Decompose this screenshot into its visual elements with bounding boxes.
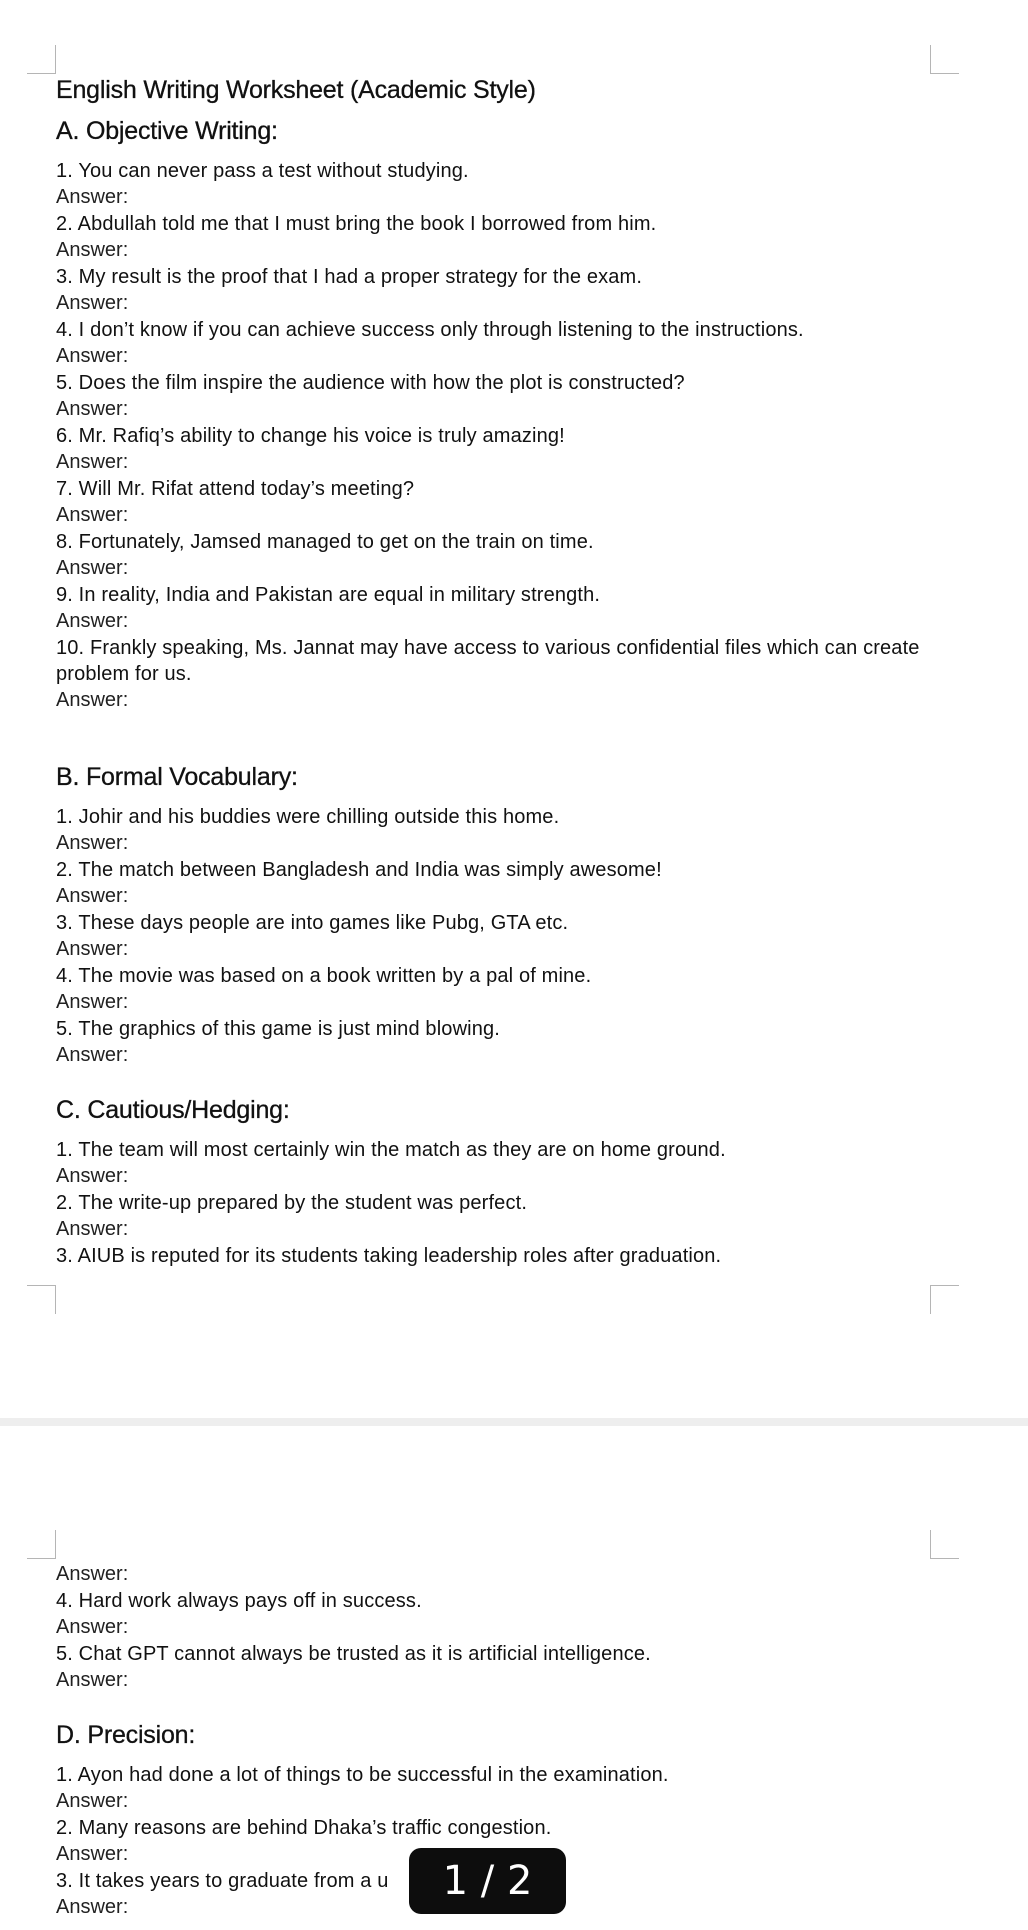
answer-label: Answer:	[56, 1044, 129, 1066]
answer-label: Answer:	[56, 885, 129, 907]
answer-label: Answer:	[56, 938, 129, 960]
answer-label: Answer:	[56, 1790, 129, 1812]
question-item: 7. Will Mr. Rifat attend today’s meeting?	[56, 478, 415, 500]
question-item: 3. My result is the proof that I had a proper strategy for the exam.	[56, 266, 643, 288]
page-corner-mark	[27, 45, 56, 74]
answer-label: Answer:	[56, 1218, 129, 1240]
page-corner-mark	[27, 1285, 56, 1314]
answer-label: Answer:	[56, 292, 129, 314]
answer-label: Answer:	[56, 1563, 129, 1585]
question-item: 6. Mr. Rafiq’s ability to change his voice is truly amazing!	[56, 425, 565, 447]
question-item: 1. You can never pass a test without studying.	[56, 160, 469, 182]
question-item: 2. Many reasons are behind Dhaka’s traffic congestion.	[56, 1817, 552, 1839]
section-heading-objective: A. Objective Writing:	[56, 117, 278, 145]
section-heading-precision: D. Precision:	[56, 1721, 196, 1749]
page-corner-mark	[930, 1530, 959, 1559]
answer-label: Answer:	[56, 610, 129, 632]
answer-label: Answer:	[56, 398, 129, 420]
answer-label: Answer:	[56, 186, 129, 208]
answer-label: Answer:	[56, 1669, 129, 1691]
question-item: 5. Chat GPT cannot always be trusted as it is artificial intelligence.	[56, 1643, 651, 1665]
answer-label: Answer:	[56, 239, 129, 261]
question-item: 3. These days people are into games like Pubg, GTA etc.	[56, 912, 569, 934]
answer-label: Answer:	[56, 832, 129, 854]
question-item: 2. The match between Bangladesh and India was simply awesome!	[56, 859, 662, 881]
answer-label: Answer:	[56, 345, 129, 367]
document-title: English Writing Worksheet (Academic Style)	[56, 76, 536, 104]
page-corner-mark	[930, 1285, 959, 1314]
answer-label: Answer:	[56, 451, 129, 473]
question-item: 8. Fortunately, Jamsed managed to get on the train on time.	[56, 531, 594, 553]
question-item: 10. Frankly speaking, Ms. Jannat may have access to various confidential files which can create problem for us.	[56, 637, 920, 685]
question-item: 9. In reality, India and Pakistan are equal in military strength.	[56, 584, 601, 606]
page-corner-mark	[27, 1530, 56, 1559]
answer-label: Answer:	[56, 1896, 129, 1918]
answer-label: Answer:	[56, 689, 129, 711]
question-item: 3. It takes years to graduate from a u	[56, 1870, 389, 1892]
question-item: 1. Johir and his buddies were chilling outside this home.	[56, 806, 560, 828]
question-item: 5. The graphics of this game is just mind blowing.	[56, 1018, 501, 1040]
question-item: 2. Abdullah told me that I must bring the book I borrowed from him.	[56, 213, 657, 235]
answer-label: Answer:	[56, 1616, 129, 1638]
question-item: 1. Ayon had done a lot of things to be successful in the examination.	[56, 1764, 669, 1786]
question-item: 5. Does the film inspire the audience with how the plot is constructed?	[56, 372, 685, 394]
answer-label: Answer:	[56, 504, 129, 526]
question-item: 2. The write-up prepared by the student was perfect.	[56, 1192, 528, 1214]
page-separator	[0, 1418, 1028, 1426]
question-item: 4. The movie was based on a book written by a pal of mine.	[56, 965, 592, 987]
question-item: 4. I don’t know if you can achieve success only through listening to the instructions.	[56, 319, 804, 341]
answer-label: Answer:	[56, 557, 129, 579]
question-item: 4. Hard work always pays off in success.	[56, 1590, 422, 1612]
answer-label: Answer:	[56, 991, 129, 1013]
question-item: 3. AIUB is reputed for its students taking leadership roles after graduation.	[56, 1245, 722, 1267]
page-corner-mark	[930, 45, 959, 74]
answer-label: Answer:	[56, 1165, 129, 1187]
page-1-content	[56, 72, 956, 1269]
section-heading-hedging: C. Cautious/Hedging:	[56, 1096, 290, 1124]
answer-label: Answer:	[56, 1843, 129, 1865]
question-item: 1. The team will most certainly win the match as they are on home ground.	[56, 1139, 726, 1161]
page-number-indicator: 1 / 2	[409, 1848, 566, 1914]
section-heading-vocabulary: B. Formal Vocabulary:	[56, 763, 298, 791]
